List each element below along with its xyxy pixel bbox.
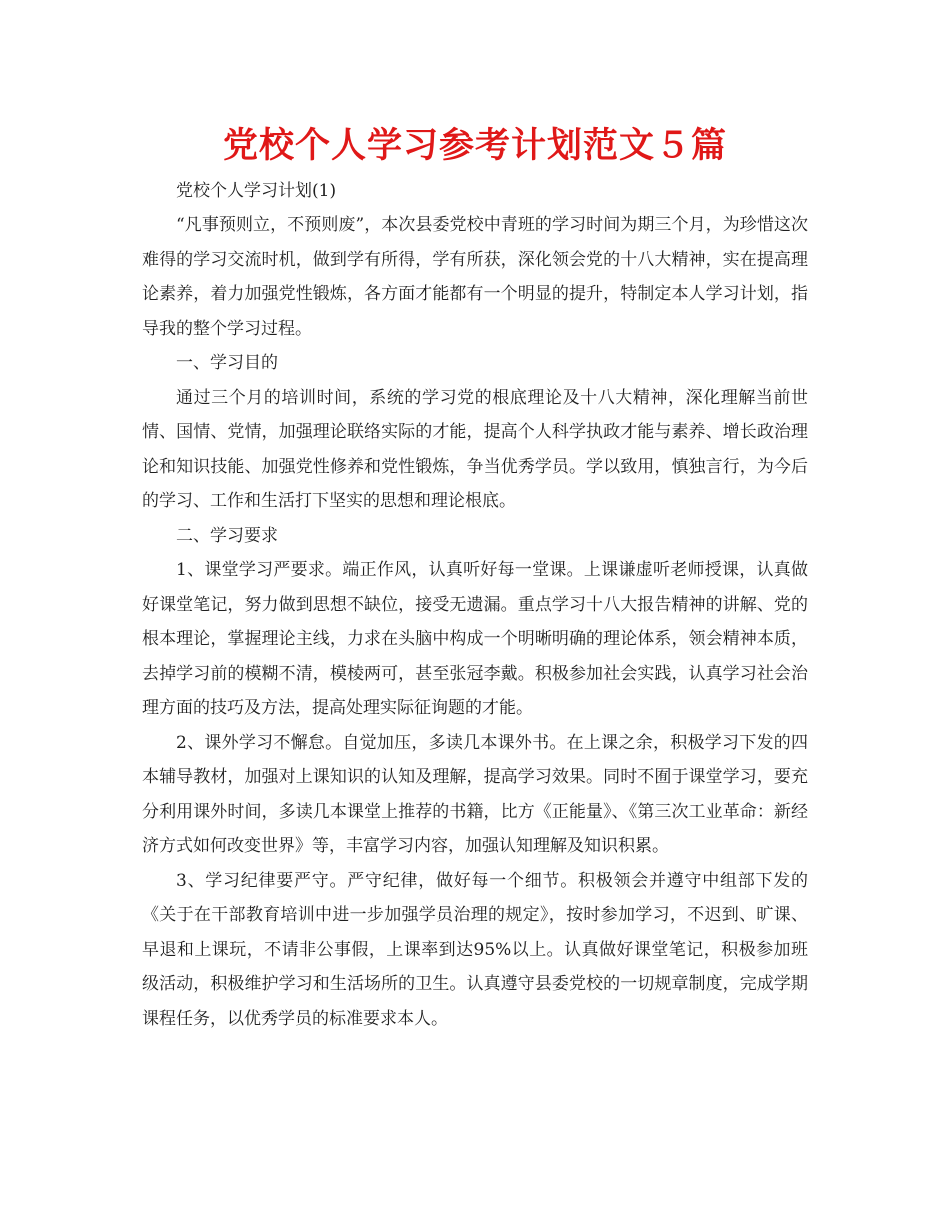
intro-paragraph: “凡事预则立，不预则废”，本次县委党校中青班的学习时间为期三个月，为珍惜这次难得的学习交流时机，做到学有所得，学有所获，深化领会党的十八大精神，实在提高理论素养，着力加强党性锻炼，各方面才能都有一个明显的提升，特制定本人学习计划，指导我的整个学习过程。	[142, 215, 808, 339]
document-title: 党校个人学习参考计划范文５篇	[222, 126, 727, 166]
section-body-goals: 通过三个月的培训时间，系统的学习党的根底理论及十八大精神，深化理解当前世情、国情、党情，加强理论联络实际的才能，提高个人科学执政才能与素养、增长政治理论和知识技能、加强党性修养和党性锻炼，争当优秀学员。学以致用，慎独言行，为今后的学习、工作和生活打下坚实的思想和理论根底。	[142, 387, 808, 511]
document-page	[142, 118, 808, 1036]
section-heading-requirements: 二、学习要求	[176, 525, 278, 546]
requirement-1-paragraph: 1、课堂学习严要求。端正作风，认真听好每一堂课。上课谦虚听老师授课，认真做好课堂笔记，努力做到思想不缺位，接受无遗漏。重点学习十八大报告精神的讲解、党的根本理论，掌握理论主线，力求在头脑中构成一个明晰明确的理论体系，领会精神本质，去掉学习前的模糊不清，模棱两可，甚至张冠李戴。积极参加社会实践，认真学习社会治理方面的技巧及方法，提高处理实际征询题的才能。	[142, 560, 808, 718]
requirement-3-paragraph: 3、学习纪律要严守。严守纪律，做好每一个细节。积极领会并遵守中组部下发的《关于在干部教育培训中进一步加强学员治理的规定》，按时参加学习，不迟到、旷课、早退和上课玩，不请非公事假，上课率到达95%以上。认真做好课堂笔记，积极参加班级活动，积极维护学习和生活场所的卫生。认真遵守县委党校的一切规章制度，完成学期课程任务，以优秀学员的标准要求本人。	[142, 870, 808, 1029]
section-heading-goals: 一、学习目的	[176, 353, 278, 373]
document-subtitle: 党校个人学习计划(1)	[176, 181, 337, 201]
requirement-2-paragraph: 2、课外学习不懈怠。自觉加压，多读几本课外书。在上课之余，积极学习下发的四本辅导教材，加强对上课知识的认知及理解，提高学习效果。同时不囿于课堂学习，要充分利用课外时间，多读几本课堂上推荐的书籍，比方《正能量》、《第三次工业革命：新经济方式如何改变世界》等，丰富学习内容，加强认知理解及知识积累。	[142, 732, 808, 856]
